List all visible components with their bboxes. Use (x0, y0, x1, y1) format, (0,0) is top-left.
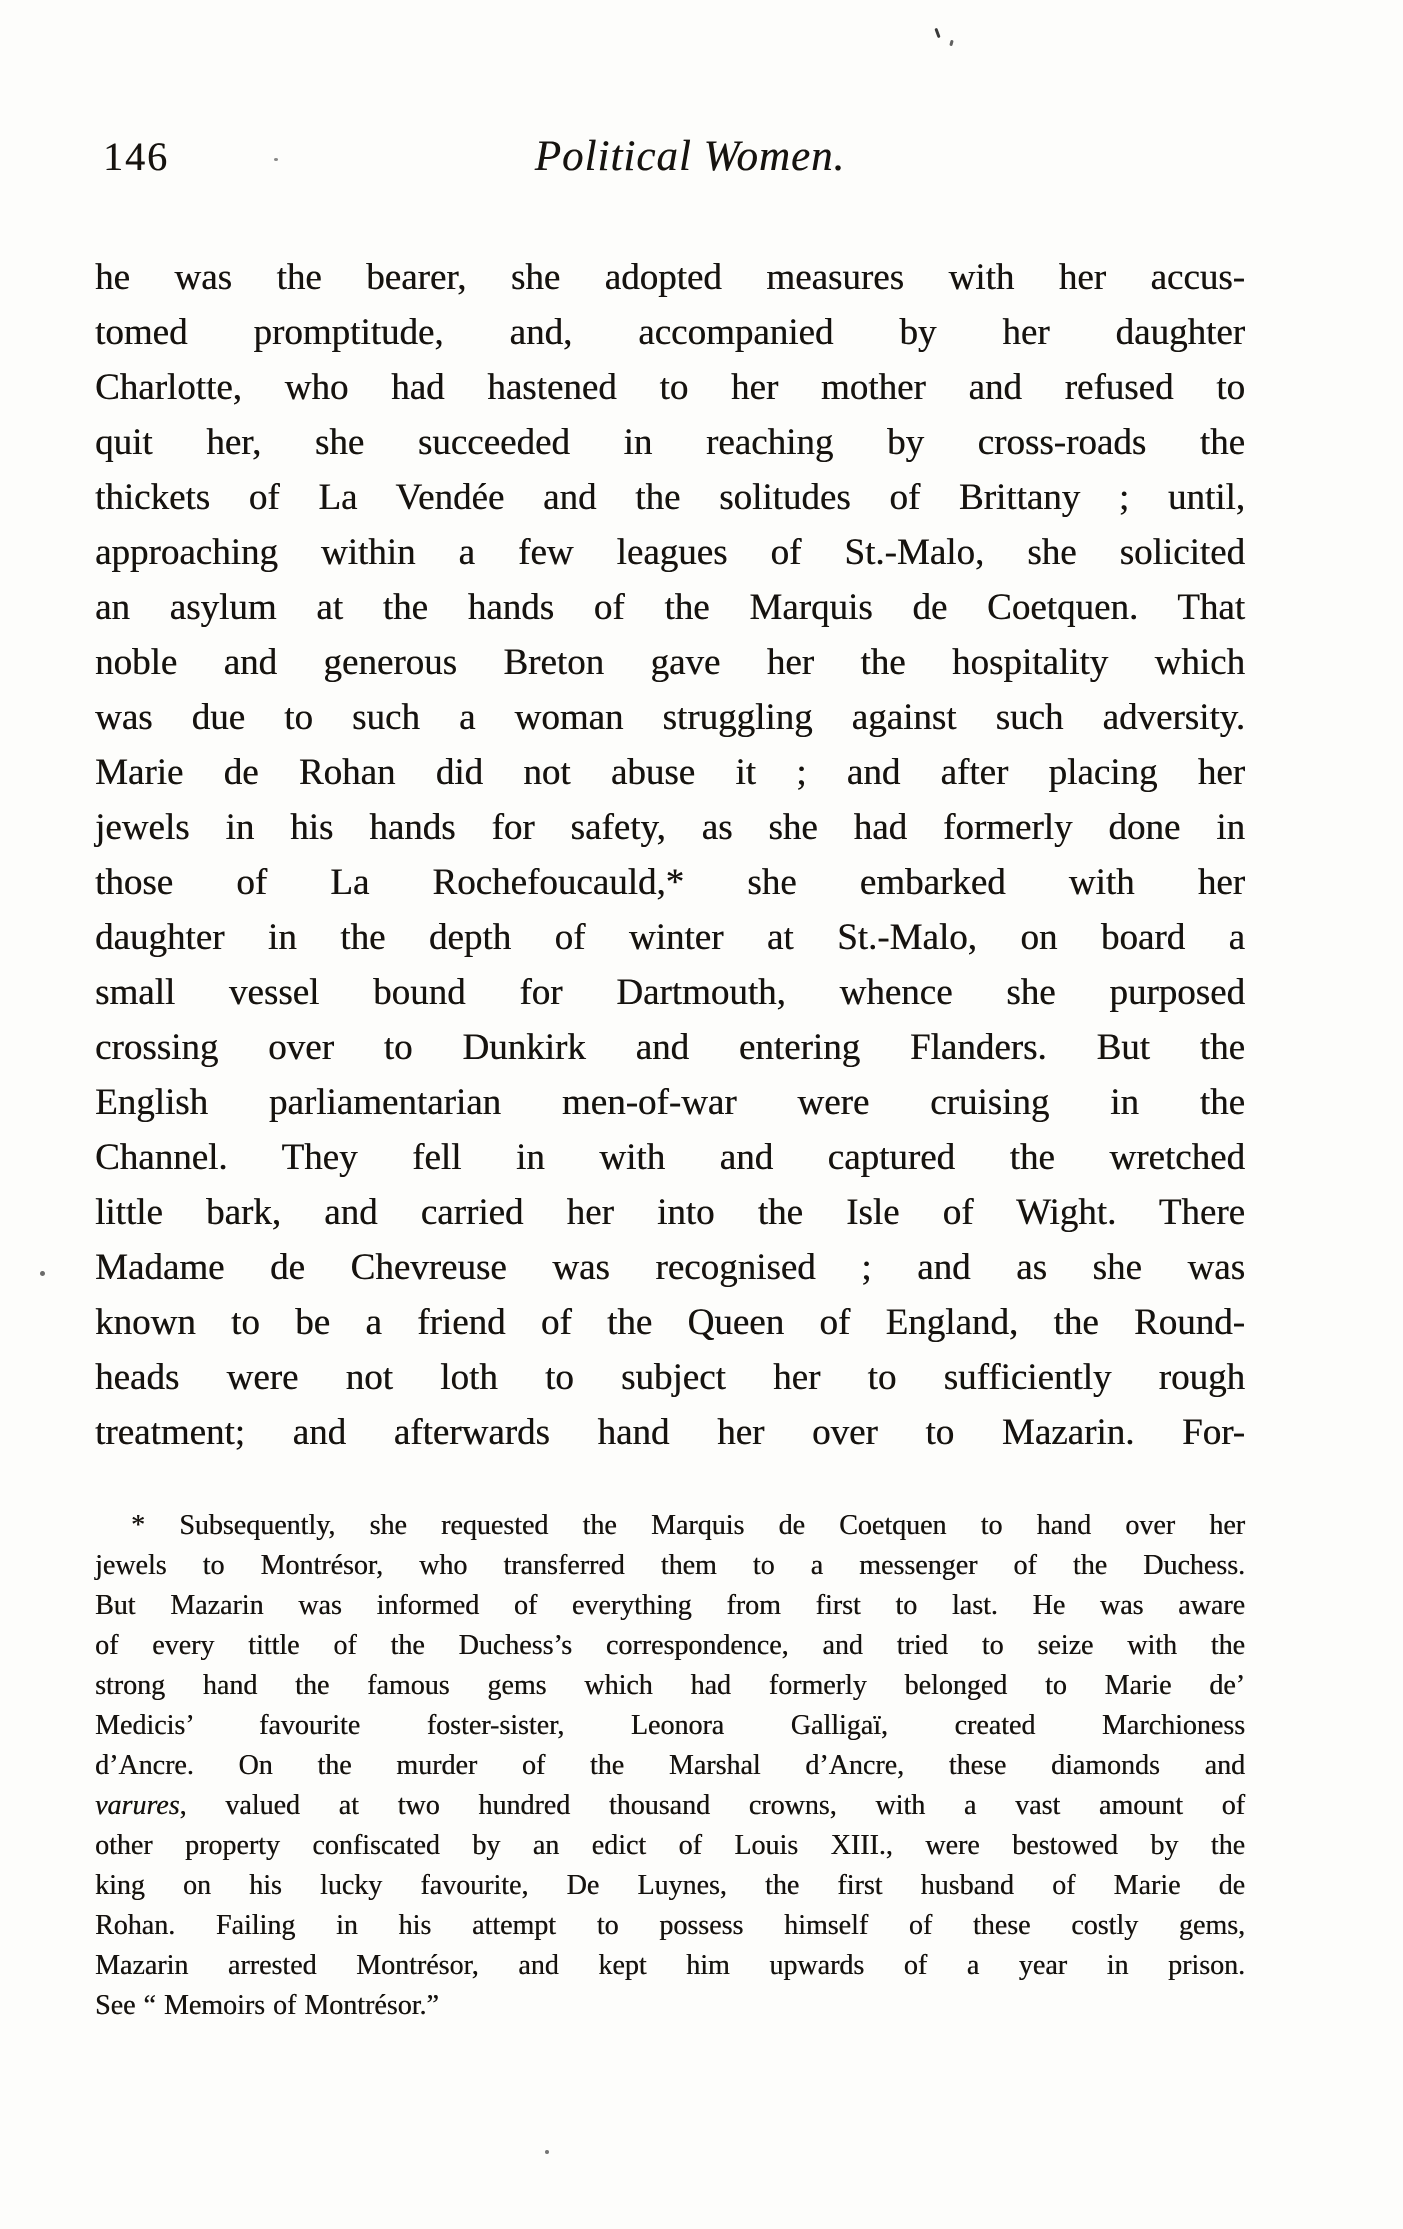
text-line (95, 1546, 1245, 1586)
text-segment: noble and generous Breton gave her the hospitality which (95, 642, 1245, 683)
text-line (95, 1666, 1245, 1706)
text-line (95, 1586, 1245, 1626)
text-line (95, 1786, 1245, 1826)
text-segment: was due to such a woman struggling against such adversity. (95, 697, 1245, 738)
text-line (95, 360, 1245, 415)
text-segment: daughter in the depth of winter at St.-Malo, on board a (95, 917, 1245, 958)
text-segment: * Subsequently, she requested the Marquis de Coetquen to hand over her (131, 1510, 1245, 1541)
text-line (95, 1706, 1245, 1746)
scan-artifact (949, 40, 953, 47)
text-segment: an asylum at the hands of the Marquis de Coetquen. That (95, 587, 1245, 628)
text-line (95, 580, 1245, 635)
scan-artifact (545, 2150, 549, 2154)
text-segment: he was the bearer, she adopted measures with her accus- (95, 257, 1245, 298)
text-segment: Marie de Rohan did not abuse it ; and after placing her (95, 752, 1245, 793)
text-segment: jewels in his hands for safety, as she had formerly done in (95, 807, 1245, 848)
text-segment: those of La Rochefoucauld,* she embarked with her (95, 862, 1245, 903)
text-segment: little bark, and carried her into the Isle of Wight. There (95, 1192, 1245, 1233)
text-segment: heads were not loth to subject her to sufficiently rough (95, 1357, 1245, 1398)
text-line (95, 1350, 1245, 1405)
text-line (95, 1906, 1245, 1946)
text-line (95, 1866, 1245, 1906)
text-segment: crossing over to Dunkirk and entering Flanders. But the (95, 1027, 1245, 1068)
text-segment: , valued at two hundred thousand crowns, with a vast amount of (179, 1790, 1245, 1821)
text-line (95, 305, 1245, 360)
text-segment: thickets of La Vendée and the solitudes of Brittany ; until, (95, 477, 1245, 518)
text-line (95, 1746, 1245, 1786)
text-segment: known to be a friend of the Queen of England, the Round- (95, 1302, 1245, 1343)
text-line (95, 965, 1245, 1020)
page-content (95, 128, 1245, 2026)
text-line (95, 745, 1245, 800)
body-paragraph (95, 250, 1245, 1460)
text-segment: quit her, she succeeded in reaching by cross-roads the (95, 422, 1245, 463)
text-line (95, 1506, 1245, 1546)
text-segment: treatment; and afterwards hand her over to Mazarin. For- (95, 1412, 1245, 1453)
text-line (95, 1185, 1245, 1240)
text-segment: Madame de Chevreuse was recognised ; and as she was (95, 1247, 1245, 1288)
text-line (95, 800, 1245, 855)
scan-artifact (934, 28, 940, 38)
text-segment: Medicis’ favourite foster-sister, Leonora Galligaï, created Marchioness (95, 1710, 1245, 1741)
text-segment: But Mazarin was informed of everything from first to last. He was aware (95, 1590, 1245, 1621)
text-line (95, 1130, 1245, 1185)
text-segment: d’Ancre. On the murder of the Marshal d’Ancre, these diamonds and (95, 1750, 1245, 1781)
text-line (95, 910, 1245, 965)
text-line (95, 1240, 1245, 1295)
text-line (95, 415, 1245, 470)
text-segment: small vessel bound for Dartmouth, whence she purposed (95, 972, 1245, 1013)
text-segment: Rohan. Failing in his attempt to possess himself of these costly gems, (95, 1910, 1245, 1941)
text-segment: of every tittle of the Duchess’s correspondence, and tried to seize with the (95, 1630, 1245, 1661)
text-line (95, 470, 1245, 525)
text-line (95, 1986, 1245, 2026)
text-segment: approaching within a few leagues of St.-Malo, she solicited (95, 532, 1245, 573)
text-line (95, 690, 1245, 745)
text-segment: jewels to Montrésor, who transferred them to a messenger of the Duchess. (95, 1550, 1245, 1581)
text-line (95, 1405, 1245, 1460)
scan-artifact (40, 1271, 45, 1276)
text-line (95, 635, 1245, 690)
italic-text-segment: varures (95, 1790, 180, 1821)
footnote-block (95, 1506, 1245, 2026)
text-segment: strong hand the famous gems which had formerly belonged to Marie de’ (95, 1670, 1245, 1701)
text-line (95, 1626, 1245, 1666)
running-title: Political Women. (534, 133, 846, 180)
text-segment: Channel. They fell in with and captured the wretched (95, 1137, 1245, 1178)
text-segment: See “ Memoirs of Montrésor.” (95, 1990, 439, 2021)
text-segment: Mazarin arrested Montrésor, and kept him upwards of a year in prison. (95, 1950, 1245, 1981)
text-line (95, 1946, 1245, 1986)
text-segment: king on his lucky favourite, De Luynes, the first husband of Marie de (95, 1870, 1245, 1901)
page-header (95, 128, 1245, 186)
text-line (95, 1826, 1245, 1866)
text-segment: English parliamentarian men-of-war were cruising in the (95, 1082, 1245, 1123)
text-line (95, 1075, 1245, 1130)
text-segment: other property confiscated by an edict of Louis XIII., were bestowed by the (95, 1830, 1245, 1861)
text-line (95, 1295, 1245, 1350)
text-segment: Charlotte, who had hastened to her mother and refused to (95, 367, 1245, 408)
text-segment: tomed promptitude, and, accompanied by her daughter (95, 312, 1245, 353)
page-number: 146 (103, 134, 169, 179)
text-line (95, 525, 1245, 580)
text-line (95, 1020, 1245, 1075)
text-line (95, 250, 1245, 305)
text-line (95, 855, 1245, 910)
